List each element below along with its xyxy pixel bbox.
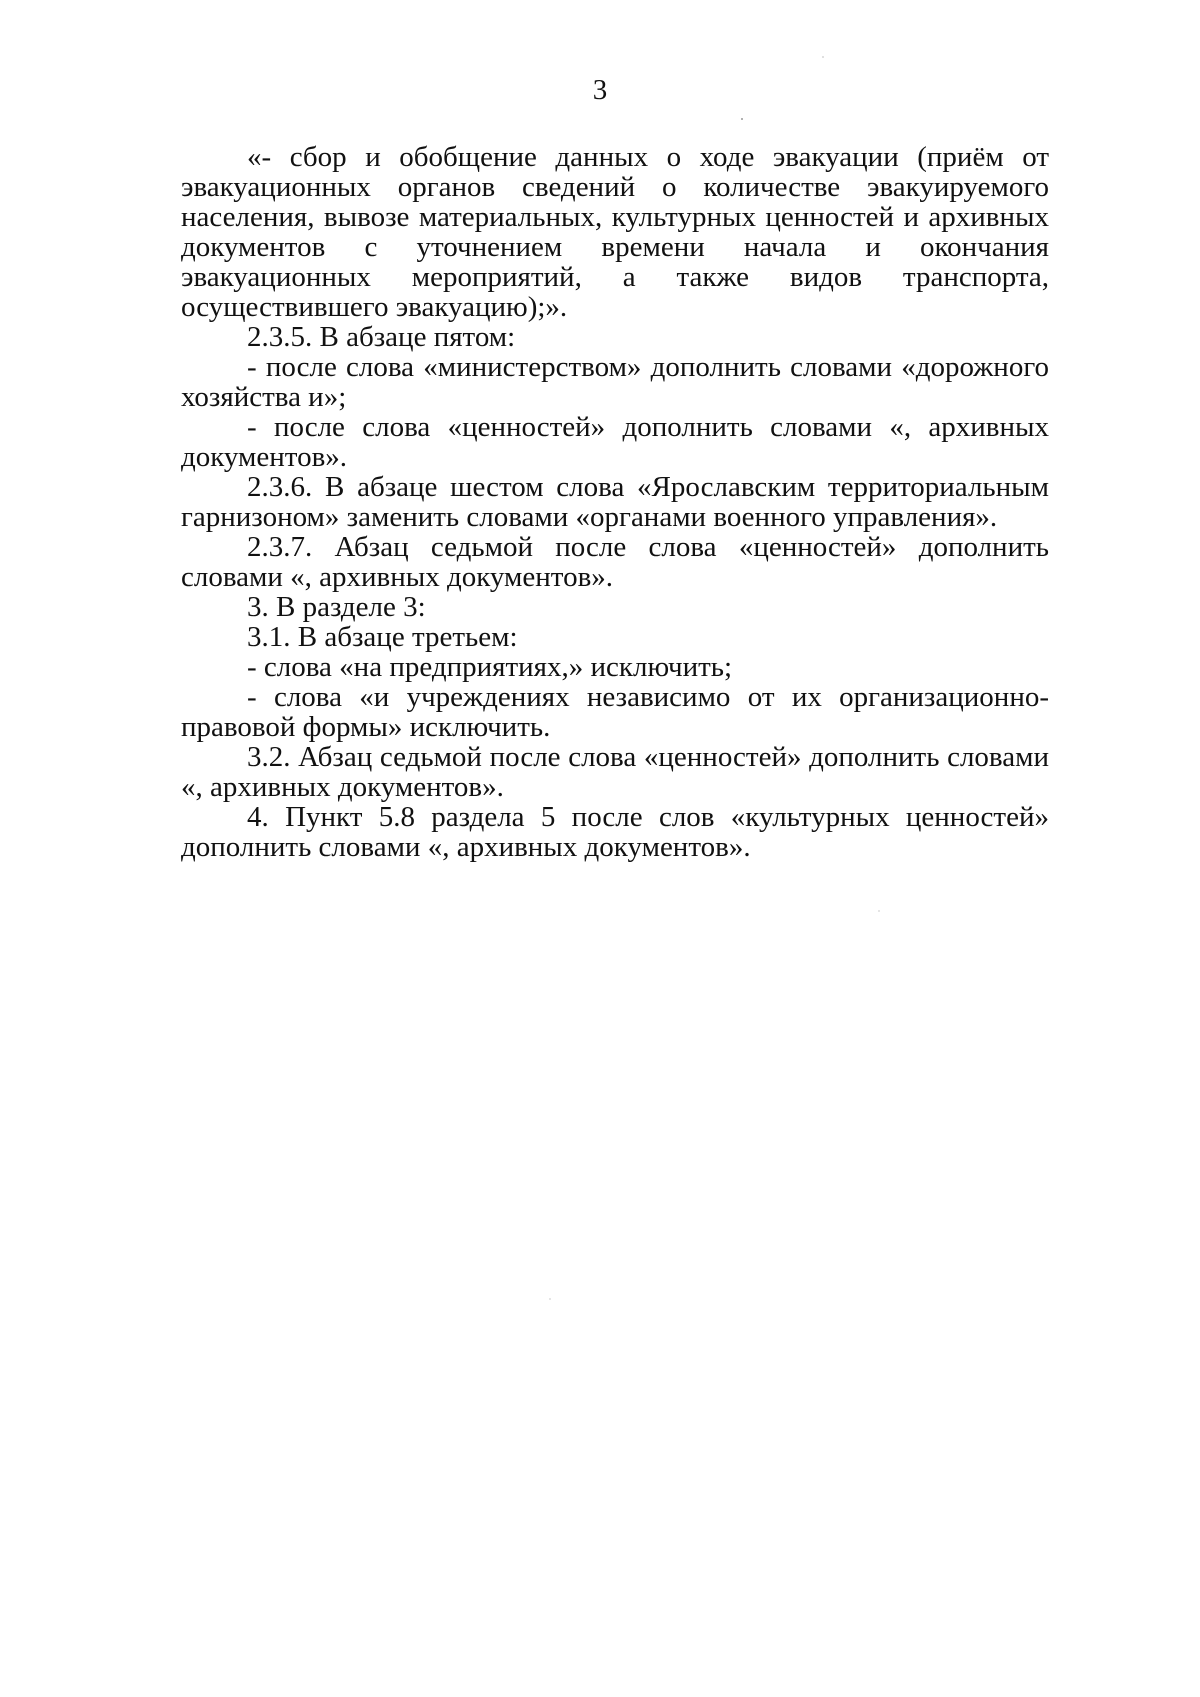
paragraph-2-3-5: 2.3.5. В абзаце пятом:: [247, 321, 516, 353]
scan-speck: [741, 118, 743, 120]
paragraph-2-3-6: 2.3.6. В абзаце шестом слова «Ярославским территориальным гарнизоном» заменить словами «органами военного управления».: [181, 471, 1049, 533]
paragraph-3-1-item-1: - слова «на предприятиях,» исключить;: [247, 651, 733, 683]
paragraph-3-1-item-2: - слова «и учреждениях независимо от их организационно-правовой формы» исключить.: [181, 681, 1049, 743]
document-body: [181, 142, 1049, 862]
scan-speck: [549, 1298, 551, 1300]
paragraph-evacuation-data: «- сбор и обобщение данных о ходе эвакуации (приём от эвакуационных органов сведений о количестве эвакуируемого населения, вывозе материальных, культурных ценностей и архивных документов с уточнением времени начала и окончания эвакуационных мероприятий, а также видов транспорта, осуществившего эвакуацию);».: [181, 141, 1049, 323]
scan-speck: [878, 910, 880, 912]
scan-speck: [822, 56, 824, 58]
paragraph-3: 3. В разделе 3:: [247, 591, 426, 623]
paragraph-2-3-5-item-1: - после слова «министерством» дополнить словами «дорожного хозяйства и»;: [181, 351, 1049, 413]
paragraph-4: 4. Пункт 5.8 раздела 5 после слов «культурных ценностей» дополнить словами «, архивных документов».: [181, 801, 1049, 863]
paragraph-2-3-7: 2.3.7. Абзац седьмой после слова «ценностей» дополнить словами «, архивных документов».: [181, 531, 1049, 593]
page-number: 3: [592, 74, 608, 106]
paragraph-3-2: 3.2. Абзац седьмой после слова «ценностей» дополнить словами «, архивных документов».: [181, 741, 1049, 803]
paragraph-2-3-5-item-2: - после слова «ценностей» дополнить словами «, архивных документов».: [181, 411, 1049, 473]
paragraph-3-1: 3.1. В абзаце третьем:: [247, 621, 518, 653]
